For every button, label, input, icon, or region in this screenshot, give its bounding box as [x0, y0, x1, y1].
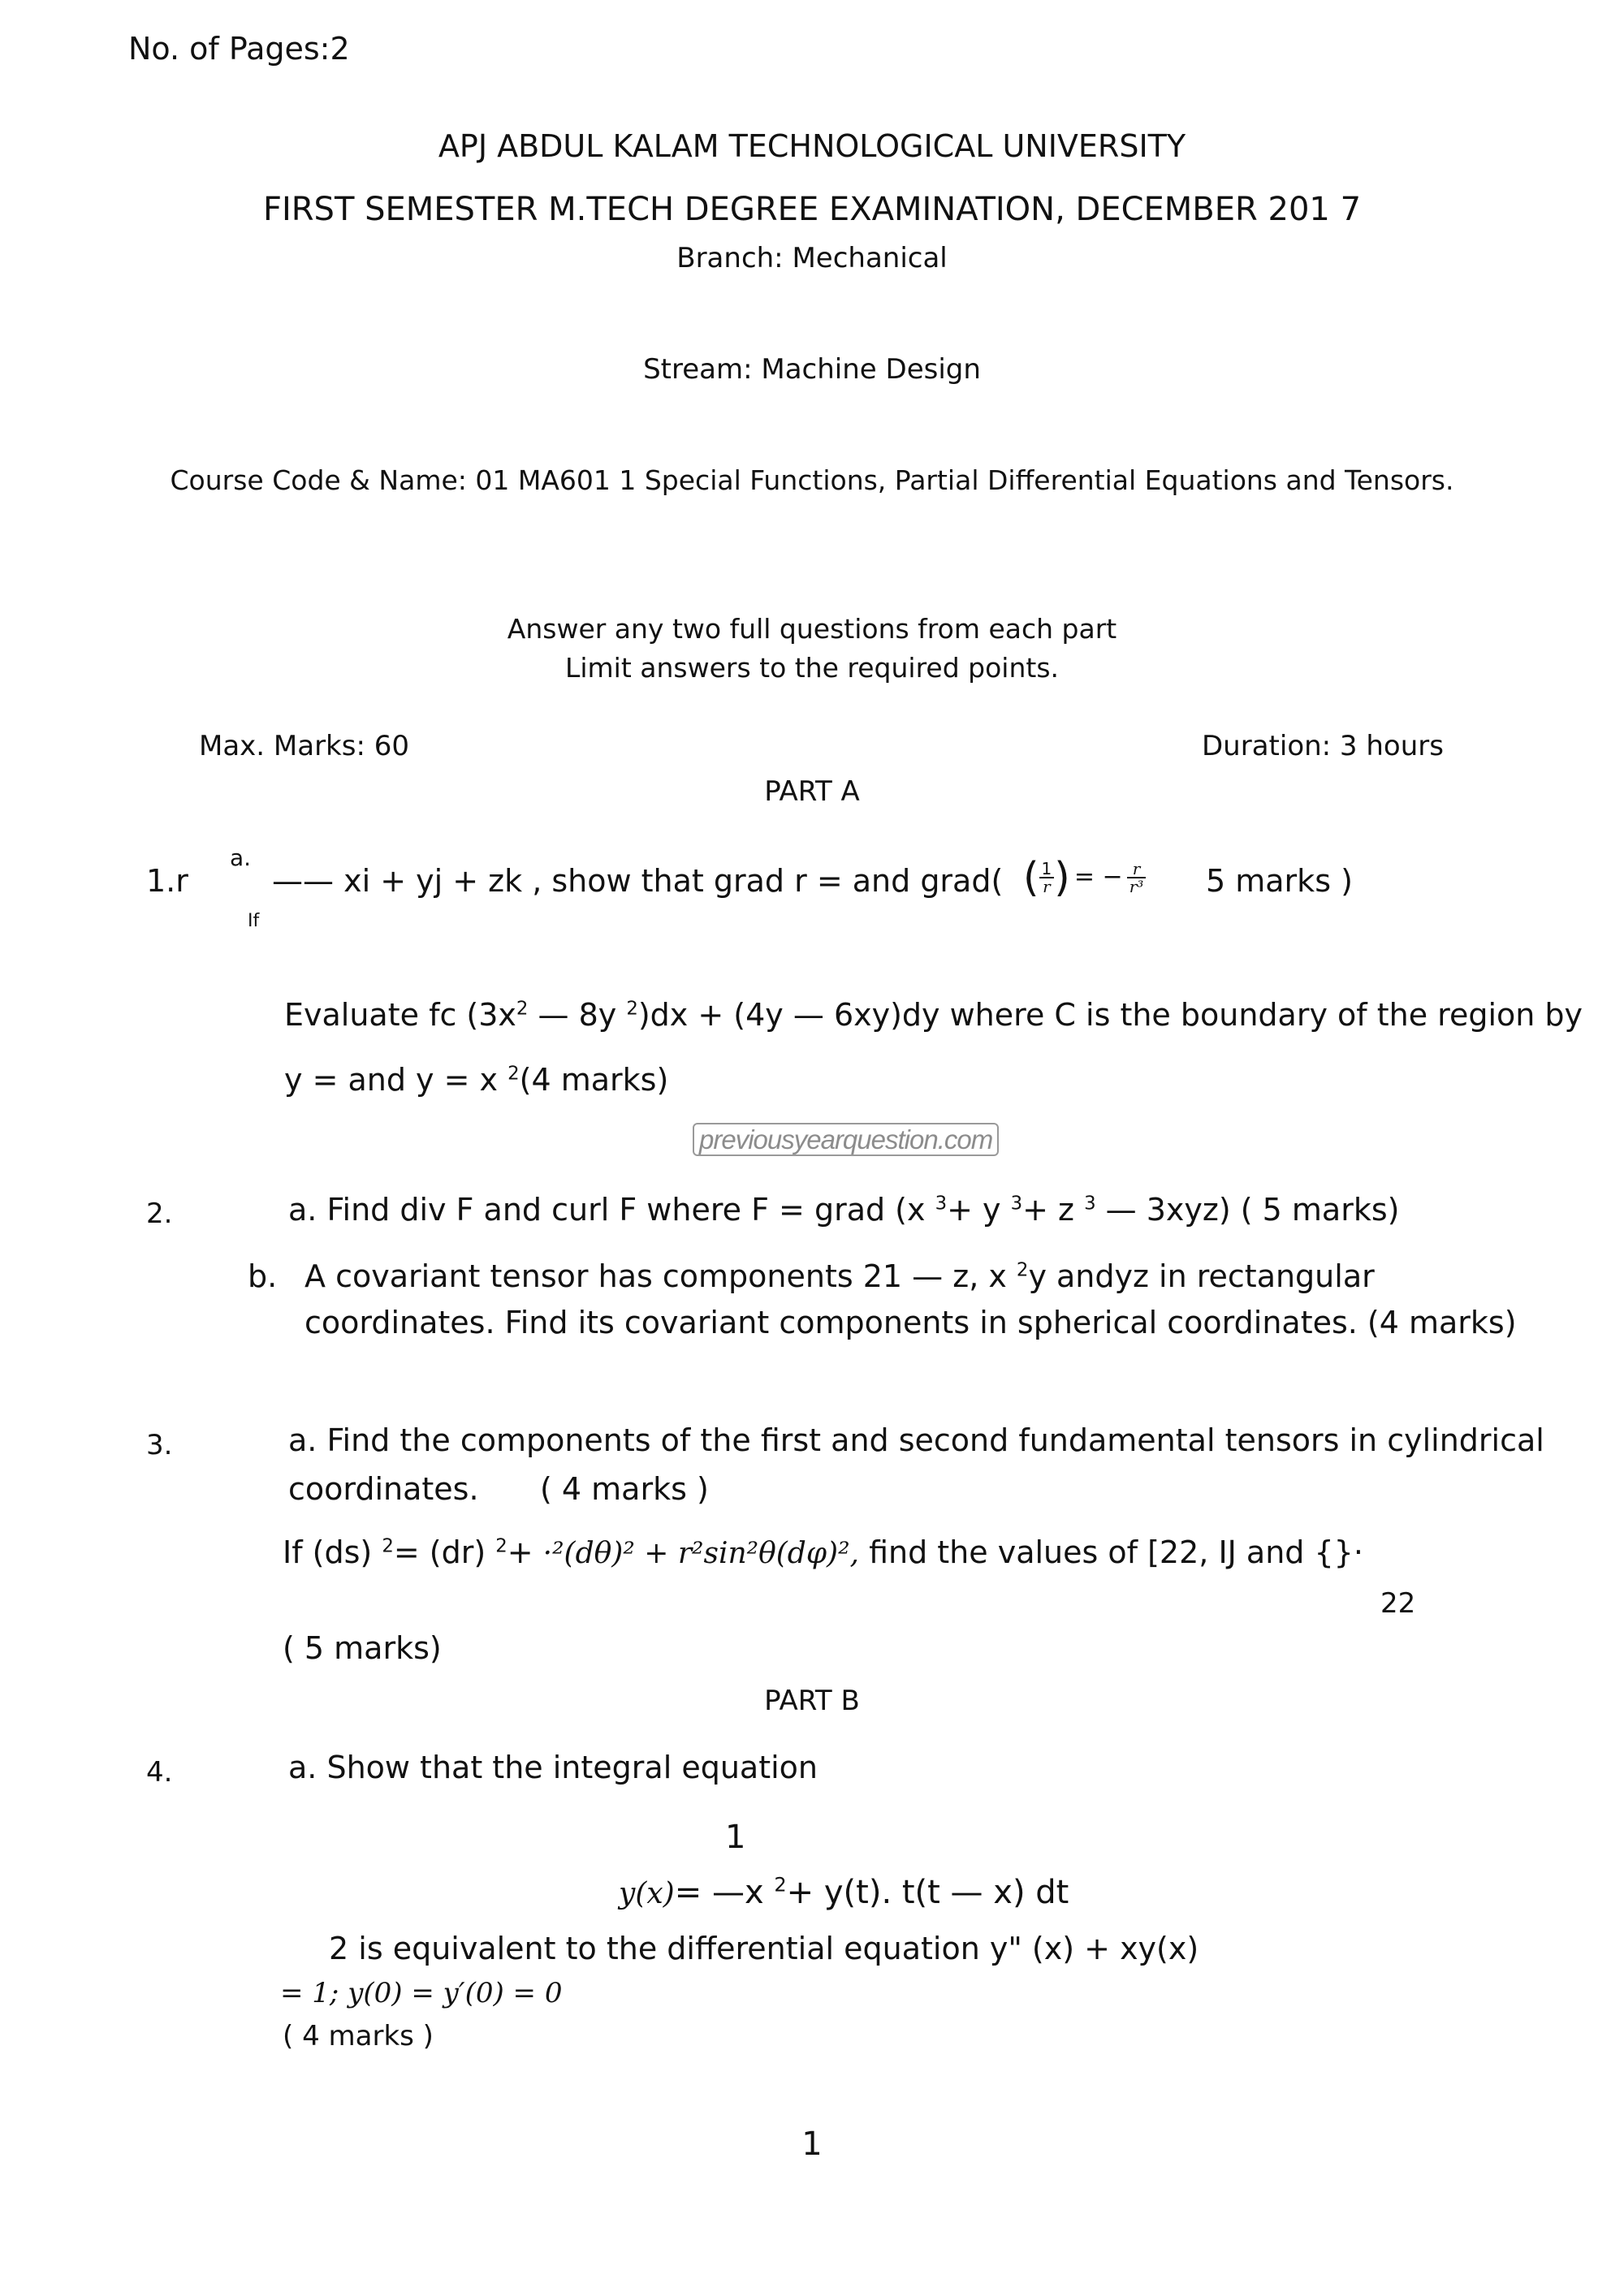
page-number: 1 [801, 2126, 823, 2163]
instruction-2: Limit answers to the required points. [564, 652, 1060, 684]
q4-line4: = 1; y(0) = y′(0) = 0 [280, 1977, 563, 2009]
q3-a-marks: ( 4 marks ) [540, 1471, 709, 1507]
q1-sub-a: a. [230, 844, 252, 871]
q3-a-line2: coordinates. [288, 1471, 479, 1507]
duration: Duration: 3 hours [1202, 730, 1444, 762]
q2-b-line2: coordinates. Find its covariant components in spherical coordinates. (4 marks) [304, 1305, 1517, 1340]
part-a-heading: PART A [764, 775, 860, 808]
instruction-1: Answer any two full questions from each part [507, 613, 1117, 645]
q1-if: If [248, 911, 260, 931]
q1-b-line2: y = and y = x $^2$(4 marks) [284, 1062, 669, 1098]
q4-integral-upper: 1 [725, 1819, 746, 1856]
q1-number: 1.r [146, 863, 188, 899]
frac-num: 1 [1039, 861, 1055, 878]
q4-number: 4. [146, 1756, 173, 1789]
q3-b-line: If (ds) $^2$= (dr) $^2$+ ·²(dθ)² + r²sin²θ(dφ)², find the values of [22, IJ and {}· [283, 1534, 1363, 1570]
rhs-num: r [1127, 861, 1147, 878]
q3-b-subscript: 22 [1380, 1587, 1416, 1620]
q4-a-line: a. Show that the integral equation [288, 1750, 818, 1785]
q2-a-text: a. Find div F and curl F where F = grad (x $^3$+ y $^3$+ z $^3$ — 3xyz) ( 5 marks) [288, 1192, 1400, 1228]
page-count: No. of Pages:2 [128, 31, 350, 67]
q4-marks: ( 4 marks ) [283, 2020, 434, 2052]
q3-b-marks: ( 5 marks) [283, 1630, 442, 1666]
branch: Branch: Mechanical [676, 242, 948, 274]
q1-equals: = − [1073, 862, 1123, 891]
university-name: APJ ABDUL KALAM TECHNOLOGICAL UNIVERSITY [438, 128, 1186, 164]
q1-a-text: —— xi + yj + zk , show that grad r = and grad( [272, 863, 1004, 899]
exam-title: FIRST SEMESTER M.TECH DEGREE EXAMINATION, DECEMBER 201 7 [262, 191, 1362, 228]
q1-b-line1: Evaluate fc ($3x^2$ — 8y $^2$)dx + (4y — 6xy)dy where C is the boundary of the region by [284, 997, 1583, 1033]
part-b-heading: PART B [764, 1685, 860, 1717]
q2-b-line1: A covariant tensor has components 21 — z, x $^2$y andyz in rectangular [304, 1258, 1375, 1294]
q4-equation: y(x)= —x $^2$+ y(t). t(t — x) dt [619, 1873, 1069, 1911]
q2-b-label: b. [248, 1258, 278, 1294]
course-code-name: Course Code & Name: 01 MA601 1 Special Functions, Partial Differential Equations and Tensors. [170, 464, 1454, 496]
watermark-logo: previousyearquestion.com [693, 1124, 999, 1155]
rhs-den: r³ [1129, 876, 1144, 896]
stream: Stream: Machine Design [643, 353, 981, 386]
q1-a-marks: 5 marks ) [1206, 863, 1353, 899]
q3-number: 3. [146, 1429, 173, 1461]
q3-a-line1: a. Find the components of the first and second fundamental tensors in cylindrical [288, 1422, 1544, 1458]
q2-number: 2. [146, 1198, 173, 1230]
q4-line3: 2 is equivalent to the differential equation y" (x) + xy(x) [329, 1931, 1199, 1966]
frac-den: r [1043, 876, 1051, 896]
q3-metric-formula: ·²(dθ)² + r²sin²θ(dφ)², [542, 1537, 859, 1570]
max-marks: Max. Marks: 60 [199, 730, 409, 762]
q1-grad-formula: ( $\frac{1}{r}$ ) = − $\frac{r}{\text{r³}}$ [1023, 840, 1146, 913]
